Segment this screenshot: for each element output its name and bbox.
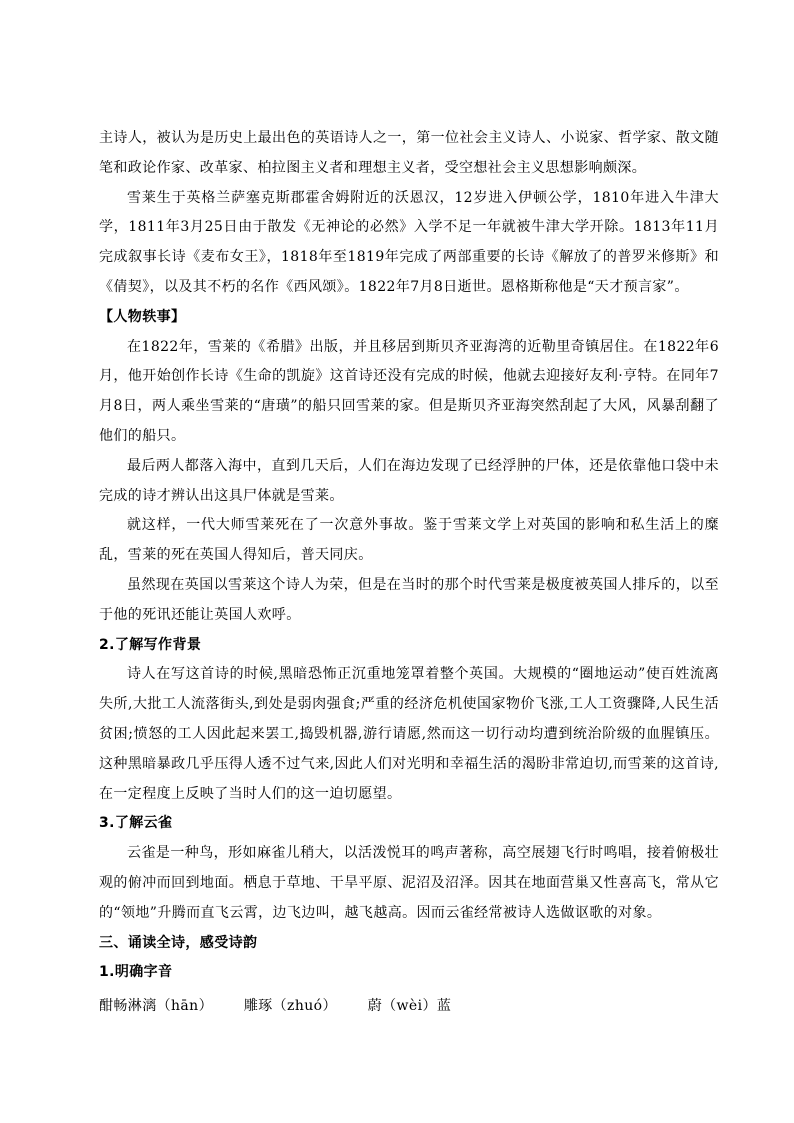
paragraph-intro-continued: 主诗人，被认为是历史上最出色的英语诗人之一，第一位社会主义诗人、小说家、哲学家、散文随笔和政论作家、改革家、柏拉图主义者和理想主义者，受空想社会主义思想影响颇深。 [99, 130, 719, 176]
paragraph-anecdote-3: 就这样，一代大师雪莱死在了一次意外事故。鉴于雪莱文学上对英国的影响和私生活上的糜乱，雪莱的死在英国人得知后，普天同庆。 [99, 517, 719, 564]
paragraph-biography: 雪莱生于英格兰萨塞克斯郡霍舍姆附近的沃恩汉，12岁进入伊顿公学，1810年进入牛津大学，1811年3月25日由于散发《无神论的必然》入学不足一年就被牛津大学开除。1813年11月完成叙事长诗《麦布女王》，1818年至1819年完成了两部重要的长诗《解放了的普罗米修斯》和《倩契》，以及其不朽的名作《西风颂》。1822年7月8日逝世。恩格斯称他是“天才预言家”。 [99, 189, 719, 295]
paragraph-anecdote-4: 虽然现在英国以雪莱这个诗人为荣，但是在当时的那个时代雪莱是极度被英国人排斥的，以至于他的死讯还能让英国人欢呼。 [99, 576, 719, 623]
heading-writing-background: 2.了解写作背景 [99, 636, 202, 653]
paragraph-skylark: 云雀是一种鸟，形如麻雀儿稍大，以活泼悦耳的鸣声著称，高空展翅飞行时鸣唱，接着俯极壮观的俯冲而回到地面。栖息于草地、干旱平原、泥沼及沼泽。因其在地面营巢又性喜高飞，常从它的“领地”升腾而直飞云霄，边飞边叫，越飞越高。因而云雀经常被诗人选做讴歌的对象。 [99, 845, 719, 921]
paragraph-writing-background: 诗人在写这首诗的时候,黑暗恐怖正沉重地笼罩着整个英国。大规模的“圈地运动”使百姓流离失所,大批工人流落街头,到处是弱肉强食;严重的经济危机使国家物价飞涨,工人工资骤降,人民生活贫困;愤怒的工人因此起来罢工,捣毁机器,游行请愿,然而这一切行动均遭到统治阶级的血腥镇压。这种黑暗暴政几乎压得人透不过气来,因此人们对光明和幸福生活的渴盼非常迫切,而雪莱的这首诗,在一定程度上反映了当时人们的这一迫切愿望。 [99, 666, 719, 802]
document-body [99, 124, 719, 1022]
heading-section-three: 三、诵读全诗，感受诗韵 [99, 934, 258, 951]
pronunciation-list [99, 992, 719, 1022]
pronunciation-item: 蔚（wèi）蓝 [367, 998, 452, 1015]
paragraph-anecdote-1: 在1822年，雪莱的《希腊》出版，并且移居到斯贝齐亚海湾的近勒里奇镇居住。在1822年6月，他开始创作长诗《生命的凯旋》这首诗还没有完成的时候，他就去迎接好友利·亨特。在同年7月8日，两人乘坐雪莱的“唐璜”的船只回雪莱的家。但是斯贝齐亚海突然刮起了大风，风暴刮翻了他们的船只。 [99, 338, 719, 444]
pronunciation-item: 酣畅淋漓（hān） [99, 998, 213, 1015]
paragraph-anecdote-2: 最后两人都落入海中，直到几天后，人们在海边发现了已经浮肿的尸体，还是依靠他口袋中未完成的诗才辨认出这具尸体就是雪莱。 [99, 457, 719, 504]
heading-pronunciation: 1.明确字音 [99, 964, 173, 981]
heading-skylark: 3.了解云雀 [99, 815, 173, 832]
pronunciation-item: 雕琢（zhuó） [243, 998, 337, 1015]
heading-anecdote: 【人物轶事】 [99, 308, 186, 325]
